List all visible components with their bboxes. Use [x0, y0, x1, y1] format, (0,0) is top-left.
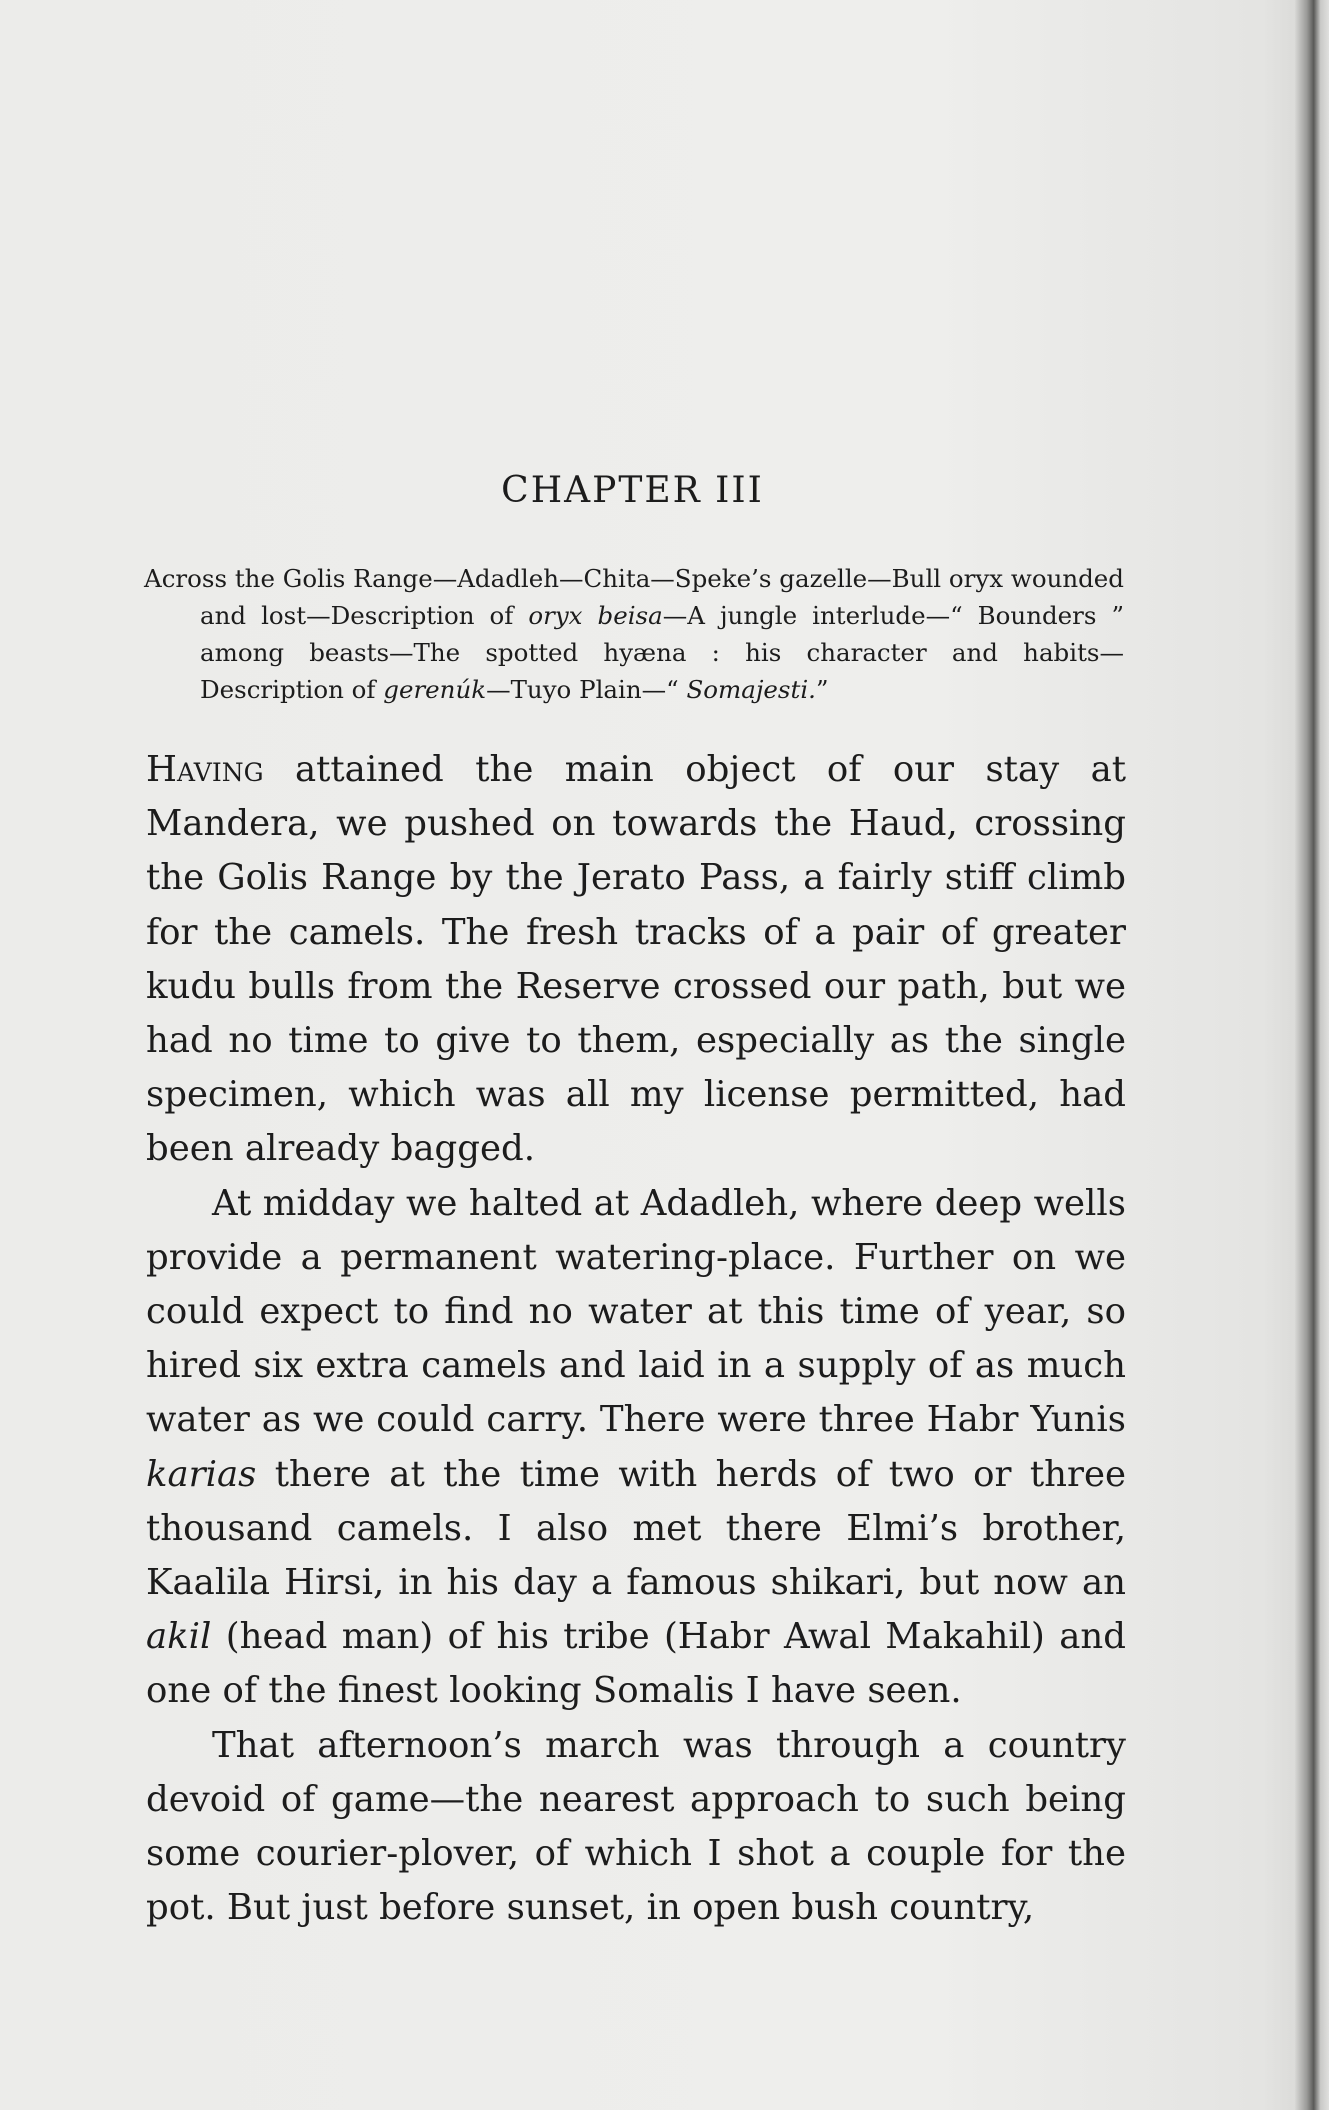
paragraph-1: [146, 743, 1126, 1177]
paragraph-2-italic-a: karias: [146, 1453, 257, 1495]
paragraph-3: [146, 1719, 1126, 1936]
summary-text-4: ”: [815, 675, 829, 704]
paragraph-2-text-c: (head man) of his tribe (Habr Awal Makahil) and one of the finest looking Somalis I have seen.: [146, 1616, 1126, 1712]
paragraph-1-lead: Having: [146, 749, 264, 790]
paragraph-3-text: That afternoon’s march was through a country devoid of game—the nearest approach to such being some courier-plover, of which I shot a couple for the pot. But just before sunset, in open bush country,: [146, 1724, 1126, 1929]
chapter-summary: [144, 560, 1124, 708]
paragraph-1-text: attained the main object of our stay at Mandera, we pushed on towards the Haud, crossing the Golis Range by the Jerato Pass, a fairly stiff climb for the camels. The fresh tracks of a pair of greater kudu bulls from the Reserve crossed our path, but we had no time to give to them, especially as the single specimen, which was all my license permitted, had been already bagged.: [146, 749, 1126, 1170]
summary-italic-2: gerenúk: [383, 675, 487, 704]
paragraph-2-italic-b: akil: [146, 1616, 212, 1658]
summary-text-3: —Tuyo Plain—“: [486, 675, 687, 704]
summary-italic-1: oryx beisa: [528, 601, 663, 630]
chapter-title: CHAPTER III: [501, 470, 764, 511]
chapter-body: [146, 743, 1126, 1935]
page-binding-edge: [1295, 0, 1329, 2110]
summary-text-2: —A jungle interlude—“ Bounders ” among beasts—The spotted hyæna : his character and habits—Description of: [200, 601, 1124, 704]
summary-text-1: Across the Golis Range—Adadleh—Chita—Speke’s gazelle—Bull oryx wounded and lost—Description of: [144, 564, 1124, 630]
paragraph-2: [146, 1177, 1126, 1719]
paragraph-2-text-b: there at the time with herds of two or three thousand camels. I also met there Elmi’s brother, Kaalila Hirsi, in his day a famous shikari, but now an: [146, 1453, 1126, 1604]
summary-italic-3: Somajesti.: [686, 675, 816, 704]
paragraph-2-text-a: At midday we halted at Adadleh, where deep wells provide a permanent watering-place. Further on we could expect to find no water at this time of year, so hired six extra camels and laid in a supply of as much water as we could carry. There were three Habr Yunis: [146, 1182, 1126, 1441]
